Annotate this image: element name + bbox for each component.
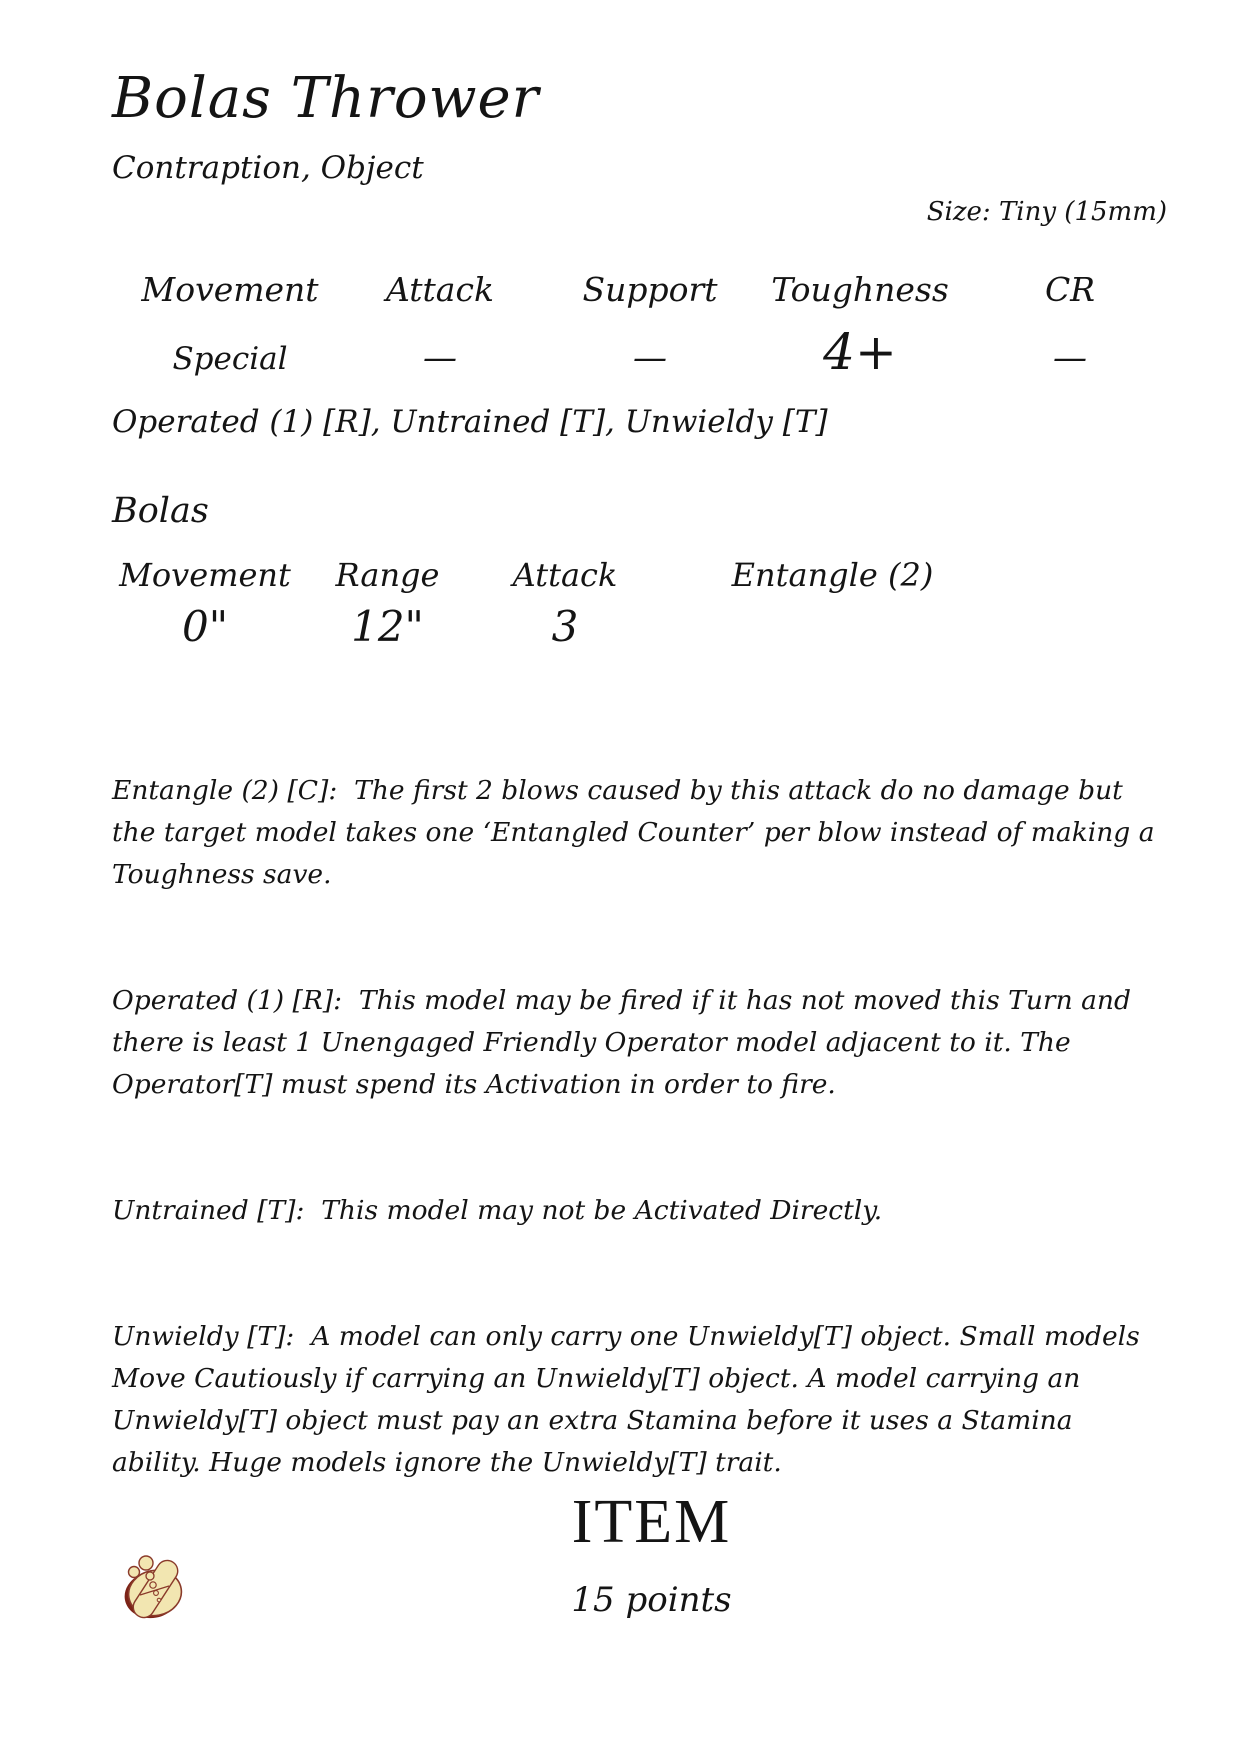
page-title: Bolas Thrower — [112, 66, 540, 131]
rule-untrained: Untrained [T]: This model may not be Activated Directly. — [112, 1195, 883, 1226]
traits-line: Operated (1) [R], Untrained [T], Unwieldy [T] — [112, 404, 828, 440]
size-note: Size: Tiny (15mm) — [926, 197, 1167, 227]
weapon-value-attack: 3 — [551, 602, 579, 651]
stat-value-support: — — [633, 338, 667, 378]
card-type-label: ITEM — [571, 1488, 732, 1556]
weapon-header-movement: Movement — [119, 556, 291, 594]
stats-value-row — [125, 323, 1175, 381]
weapon-value-movement: 0" — [181, 602, 229, 651]
rules-text — [112, 686, 1162, 1568]
stats-header-support: Support — [582, 270, 718, 309]
weapon-name: Bolas — [112, 491, 209, 531]
stat-value-cr: — — [1053, 338, 1087, 378]
weapon-header-row — [115, 556, 1020, 594]
card-footer — [62, 1490, 1241, 1620]
weapon-value-row — [115, 602, 1020, 651]
rule-entangle: Entangle (2) [C]: The first 2 blows caused by this attack do no damage but the target model takes one ‘Entangled Counter’ per blow instead of making a Toughness save. — [112, 775, 1163, 890]
weapon-table — [115, 556, 1020, 651]
rule-unwieldy: Unwieldy [T]: A model can only carry one Unwieldy[T] object. Small models Move Cautiously if carrying an Unwieldy[T] object. A model carrying an Unwieldy[T] object must pay an extra Stamina before it uses a Stamina ability. Huge models ignore the Unwieldy[T] trait. — [112, 1321, 1149, 1478]
points-label: 15 points — [571, 1580, 732, 1620]
stats-header-toughness: Toughness — [771, 270, 949, 309]
weapon-header-attack: Attack — [512, 556, 618, 594]
stats-table — [125, 270, 1175, 381]
stats-header-attack: Attack — [386, 270, 494, 309]
stats-header-movement: Movement — [141, 270, 319, 309]
stat-value-toughness: 4+ — [823, 323, 897, 381]
stats-header-row — [125, 270, 1175, 309]
stat-value-movement: Special — [172, 341, 288, 377]
stat-value-attack: — — [423, 338, 457, 378]
weapon-value-range: 12" — [351, 602, 424, 651]
card-subtitle: Contraption, Object — [112, 150, 424, 186]
rule-operated: Operated (1) [R]: This model may be fired if it has not moved this Turn and there is least 1 Unengaged Friendly Operator model adjacent to it. The Operator[T] must spend its Activation in order to fire. — [112, 985, 1140, 1100]
weapon-header-range: Range — [335, 556, 440, 594]
weapon-header-entangle: Entangle (2) — [731, 556, 934, 594]
stats-header-cr: CR — [1044, 270, 1096, 309]
bolas-icon — [120, 1554, 188, 1624]
